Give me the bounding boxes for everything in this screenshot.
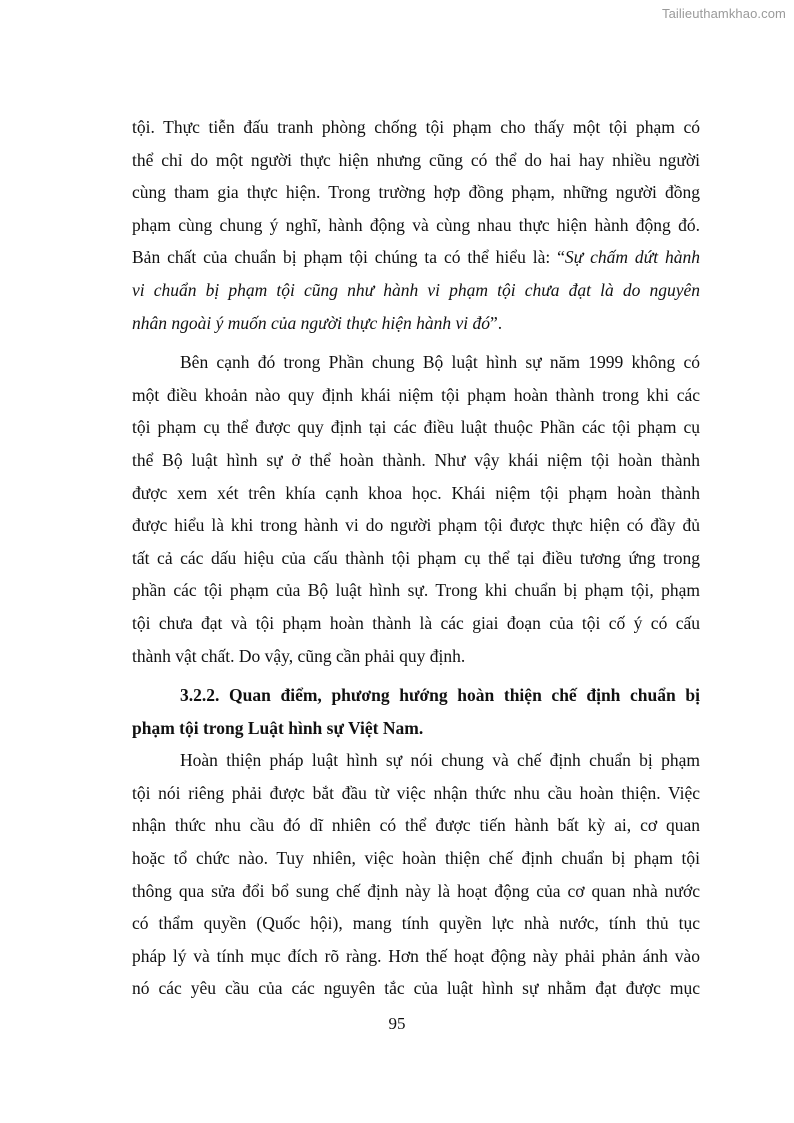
text-line: tội chưa đạt và tội phạm hoàn thành là các giai đoạn của tội cố ý có cấu <box>132 612 700 633</box>
text-line: được xem xét trên khía cạnh khoa học. Khái niệm tội phạm hoàn thành <box>132 482 700 503</box>
text-line: tất cả các dấu hiệu của cấu thành tội phạm cụ thể tại điều tương ứng trong <box>132 547 700 568</box>
text-line: phần các tội phạm của Bộ luật hình sự. Trong khi chuẩn bị phạm tội, phạm <box>132 580 700 601</box>
text-line: hoặc tổ chức nào. Tuy nhiên, việc hoàn thiện chế định chuẩn bị phạm tội <box>132 848 700 869</box>
heading-line: 3.2.2. Quan điểm, phương hướng hoàn thiện chế định chuẩn bị <box>180 685 700 706</box>
section-heading <box>132 679 700 744</box>
quote-italic-line <box>132 274 700 307</box>
quote-italic-segment: vi chuẩn bị phạm tội cũng như hành vi phạm tội chưa đạt là do nguyên <box>132 279 700 300</box>
text-line: pháp lý và tính mục đích rõ ràng. Hơn thế hoạt động này phải phản ánh vào <box>132 945 700 966</box>
quote-italic-segment: nhân ngoài ý muốn của người thực hiện hành vi đó <box>132 312 490 333</box>
heading-line: phạm tội trong Luật hình sự Việt Nam. <box>132 717 424 738</box>
text-line: cùng tham gia thực hiện. Trong trường hợp đồng phạm, những người đồng <box>132 182 700 203</box>
paragraph-3 <box>132 744 700 1005</box>
text-segment: Bản chất của chuẩn bị phạm tội chúng ta có thể hiểu là: “ <box>132 247 565 268</box>
quote-close: ”. <box>489 312 503 333</box>
quote-italic-line <box>132 307 700 340</box>
page-number: 95 <box>388 1014 406 1033</box>
quote-italic-segment: Sự chấm dứt hành <box>564 247 700 268</box>
text-line: Bên cạnh đó trong Phần chung Bộ luật hình sự năm 1999 không có <box>180 352 700 373</box>
paragraph-2 <box>132 346 700 672</box>
text-line: thành vật chất. Do vậy, cũng cần phải quy định. <box>132 645 466 666</box>
text-line: Hoàn thiện pháp luật hình sự nói chung và chế định chuẩn bị phạm <box>180 750 700 771</box>
text-line: được hiểu là khi trong hành vi do người phạm tội được thực hiện có đầy đủ <box>132 515 700 536</box>
text-line: tội. Thực tiễn đấu tranh phòng chống tội phạm cho thấy một tội phạm có <box>132 117 700 137</box>
paragraph-1 <box>132 111 700 339</box>
text-line: thể Bộ luật hình sự ở thể hoàn thành. Như vậy khái niệm tội hoàn thành <box>132 449 700 470</box>
text-line: nhận thức nhu cầu đó dĩ nhiên có thể được tiến hành bất kỳ ai, cơ quan <box>132 815 700 836</box>
document-body <box>132 111 700 1005</box>
text-line: tội nói riêng phải được bắt đầu từ việc nhận thức nhu cầu hoàn thiện. Việc <box>132 782 700 803</box>
text-line: một điều khoản nào quy định khái niệm tội phạm hoàn thành trong khi các <box>132 384 700 405</box>
text-line: thể chỉ do một người thực hiện nhưng cũng có thể do hai hay nhiều người <box>132 149 700 170</box>
text-line: thông qua sửa đổi bổ sung chế định này là hoạt động của cơ quan nhà nước <box>132 880 700 901</box>
text-line: nó các yêu cầu của các nguyên tắc của luật hình sự nhằm đạt được mục <box>132 978 700 999</box>
text-line: tội phạm cụ thể được quy định tại các điều luật thuộc Phần các tội phạm cụ <box>132 417 700 438</box>
text-line-mixed <box>132 241 700 274</box>
text-line: phạm cùng chung ý nghĩ, hành động và cùng nhau thực hiện hành động đó. <box>132 214 700 235</box>
watermark: Tailieuthamkhao.com <box>661 6 786 21</box>
text-line: có thẩm quyền (Quốc hội), mang tính quyền lực nhà nước, tính thủ tục <box>132 913 700 934</box>
